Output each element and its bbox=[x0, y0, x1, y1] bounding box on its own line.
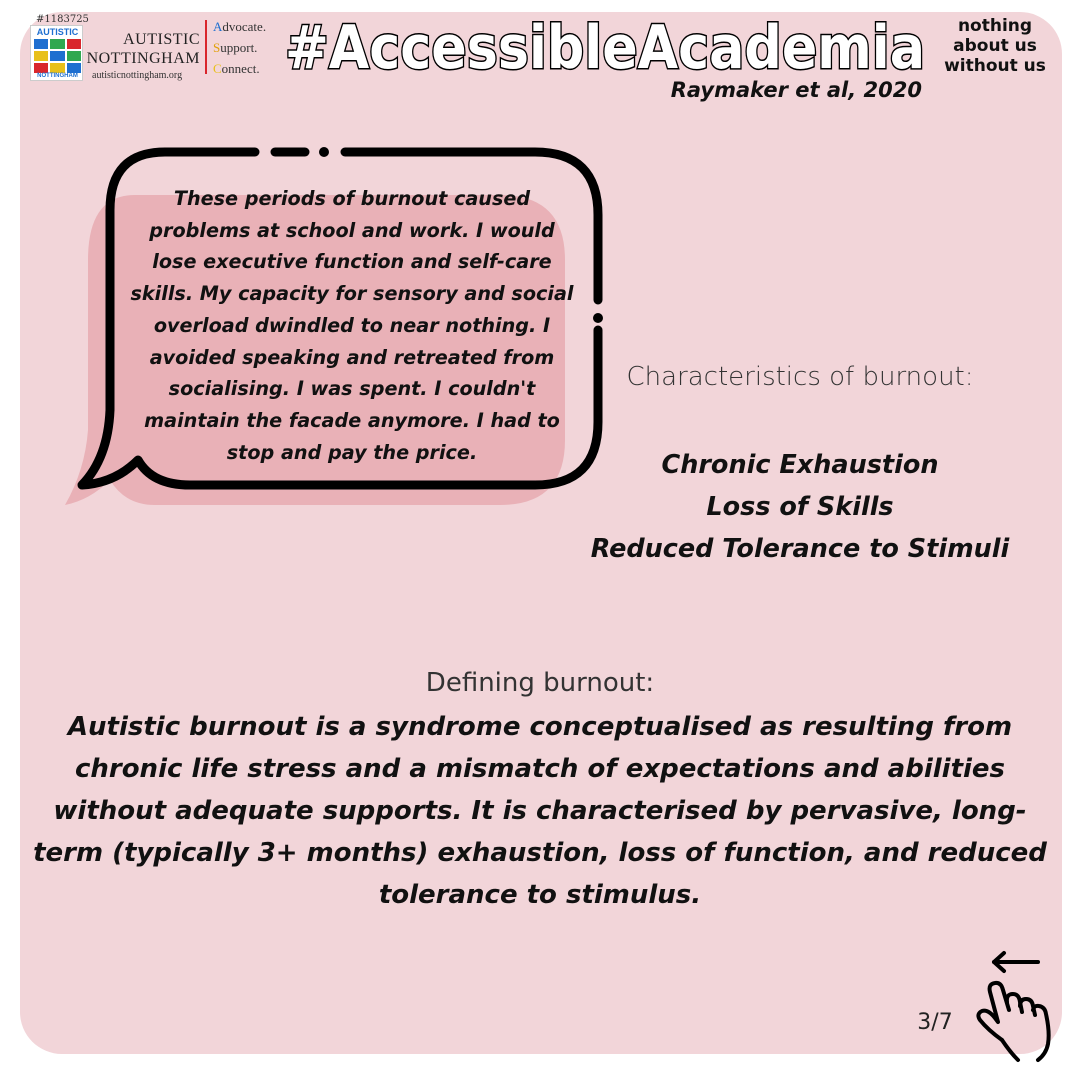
org-divider bbox=[205, 20, 207, 74]
logo-square bbox=[34, 63, 48, 73]
citation: Raymaker et al, 2020 bbox=[670, 78, 922, 102]
logo-square bbox=[50, 63, 64, 73]
bubble-dot bbox=[319, 147, 329, 157]
hashtag-title bbox=[280, 6, 930, 86]
characteristics-list bbox=[570, 444, 1030, 570]
logo-bottom-text: NOTTINGHAM bbox=[37, 73, 78, 79]
characteristic-item: Loss of Skills bbox=[706, 492, 894, 522]
slogan-line: nothing bbox=[957, 16, 1033, 36]
definition-heading: Defining burnout: bbox=[425, 668, 655, 698]
org-name bbox=[86, 30, 200, 68]
definition-body: Autistic burnout is a syndrome conceptualised as resulting from chronic life stress and a mismatch of expectations and abilities without adequate supports. It is characterised by pervasive, long-term (typically 3+ months) exhaustion, loss of function, and reduced tolerance to stimulus. bbox=[33, 712, 1047, 910]
logo-square bbox=[34, 39, 48, 49]
page-indicator: 3/7 bbox=[917, 1010, 953, 1035]
logo-square bbox=[67, 39, 81, 49]
characteristic-item: Reduced Tolerance to Stimuli bbox=[590, 534, 1010, 564]
burnout-quote: These periods of burnout caused problems at school and work. I would lose executive function and self-care skills. My capacity for sensory and social overload dwindled to near nothing. I avoided speaking and retreated from socialising. I was spent. I couldn't maintain the facade anymore. I had to stop and pay the price. bbox=[130, 187, 574, 464]
autistic-nottingham-logo[interactable] bbox=[30, 25, 83, 81]
motto-support: Support. bbox=[213, 40, 258, 55]
bubble-dot bbox=[593, 313, 603, 323]
org-url[interactable]: autisticnottingham.org bbox=[92, 70, 183, 81]
registration-number: #1183725 bbox=[36, 14, 89, 25]
slogan bbox=[934, 16, 1056, 76]
slogan-line: about us bbox=[953, 36, 1037, 56]
logo-grid bbox=[34, 39, 81, 73]
hashtag-text: #AccessibleAcademia bbox=[285, 13, 925, 83]
motto-connect: Connect. bbox=[213, 61, 260, 76]
characteristics-heading: Characteristics of burnout: bbox=[626, 362, 974, 392]
characteristic-item: Chronic Exhaustion bbox=[661, 450, 939, 480]
org-name-line1: AUTISTIC bbox=[123, 31, 200, 48]
logo-square bbox=[50, 51, 64, 61]
org-name-line2: NOTTINGHAM bbox=[86, 50, 200, 67]
org-motto bbox=[213, 16, 266, 79]
logo-square bbox=[50, 39, 64, 49]
logo-square bbox=[34, 51, 48, 61]
swipe-hand-icon[interactable] bbox=[968, 948, 1068, 1068]
logo-square bbox=[67, 63, 81, 73]
motto-advocate: Advocate. bbox=[213, 19, 267, 34]
logo-square bbox=[67, 51, 81, 61]
slogan-line: without us bbox=[944, 56, 1046, 76]
logo-top-text: AUTISTIC bbox=[36, 27, 79, 37]
